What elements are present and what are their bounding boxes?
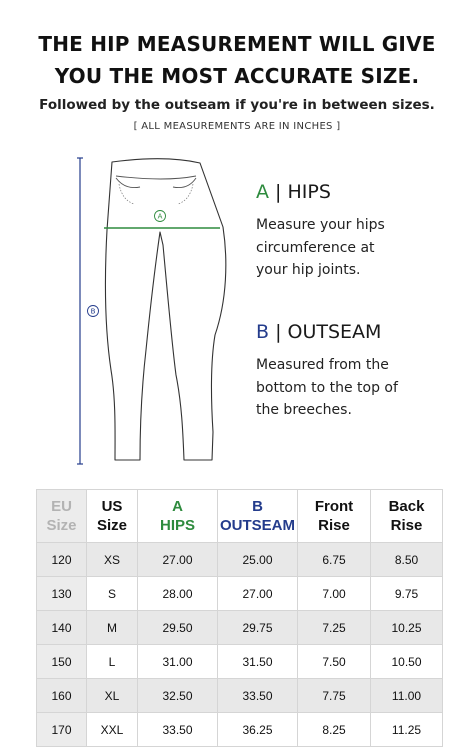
cell-us: M	[87, 611, 138, 645]
headline-line-1: THE HIP MEASUREMENT WILL GIVE	[38, 32, 436, 56]
cell-front: 6.75	[298, 543, 371, 577]
cell-back: 9.75	[371, 577, 443, 611]
table-header-row	[37, 490, 443, 543]
outseam-description: Measured from the bottom to the top of the breeches.	[256, 357, 398, 418]
cell-eu: 150	[37, 645, 87, 679]
cell-front: 7.00	[298, 577, 371, 611]
cell-us: XXL	[87, 713, 138, 747]
cell-eu: 130	[37, 577, 87, 611]
table-row	[37, 713, 443, 747]
size-chart-table	[36, 489, 443, 747]
cell-front: 7.75	[298, 679, 371, 713]
cell-hips: 27.00	[138, 543, 218, 577]
headline-line-2: YOU THE MOST ACCURATE SIZE.	[54, 64, 420, 88]
hips-section	[256, 180, 385, 282]
cell-back: 11.25	[371, 713, 443, 747]
table-row	[37, 543, 443, 577]
cell-outseam: 31.50	[218, 645, 298, 679]
cell-us: XS	[87, 543, 138, 577]
cell-us: XL	[87, 679, 138, 713]
outseam-section	[256, 320, 398, 422]
cell-outseam: 36.25	[218, 713, 298, 747]
cell-eu: 160	[37, 679, 87, 713]
cell-back: 8.50	[371, 543, 443, 577]
header-outseam: B OUTSEAM	[218, 490, 298, 543]
cell-hips: 33.50	[138, 713, 218, 747]
table-row	[37, 679, 443, 713]
table-row	[37, 577, 443, 611]
hips-description: Measure your hips circumference at your hip joints.	[256, 217, 385, 278]
hips-heading: A | HIPS	[256, 181, 331, 203]
cell-back: 11.00	[371, 679, 443, 713]
header-hips: A HIPS	[138, 490, 218, 543]
table-row	[37, 645, 443, 679]
header-eu-size: EU Size	[37, 490, 87, 543]
leggings-outline-icon	[105, 159, 225, 460]
cell-outseam: 29.75	[218, 611, 298, 645]
subtitle: Followed by the outseam if you're in between sizes.	[39, 97, 435, 113]
cell-front: 8.25	[298, 713, 371, 747]
cell-front: 7.25	[298, 611, 371, 645]
cell-outseam: 33.50	[218, 679, 298, 713]
cell-hips: 28.00	[138, 577, 218, 611]
leggings-diagram	[70, 150, 230, 470]
cell-back: 10.25	[371, 611, 443, 645]
header-back-rise: Back Rise	[371, 490, 443, 543]
cell-back: 10.50	[371, 645, 443, 679]
svg-text:B: B	[90, 307, 96, 316]
cell-eu: 170	[37, 713, 87, 747]
cell-hips: 31.00	[138, 645, 218, 679]
table-row	[37, 611, 443, 645]
cell-outseam: 27.00	[218, 577, 298, 611]
cell-outseam: 25.00	[218, 543, 298, 577]
outseam-heading: B | OUTSEAM	[256, 321, 382, 343]
cell-eu: 120	[37, 543, 87, 577]
headline	[0, 28, 474, 92]
header-front-rise: Front Rise	[298, 490, 371, 543]
cell-eu: 140	[37, 611, 87, 645]
cell-hips: 29.50	[138, 611, 218, 645]
measurement-note: [ ALL MEASUREMENTS ARE IN INCHES ]	[133, 121, 341, 132]
cell-front: 7.50	[298, 645, 371, 679]
cell-us: S	[87, 577, 138, 611]
header-us-size: US Size	[87, 490, 138, 543]
cell-hips: 32.50	[138, 679, 218, 713]
cell-us: L	[87, 645, 138, 679]
svg-text:A: A	[157, 212, 163, 221]
